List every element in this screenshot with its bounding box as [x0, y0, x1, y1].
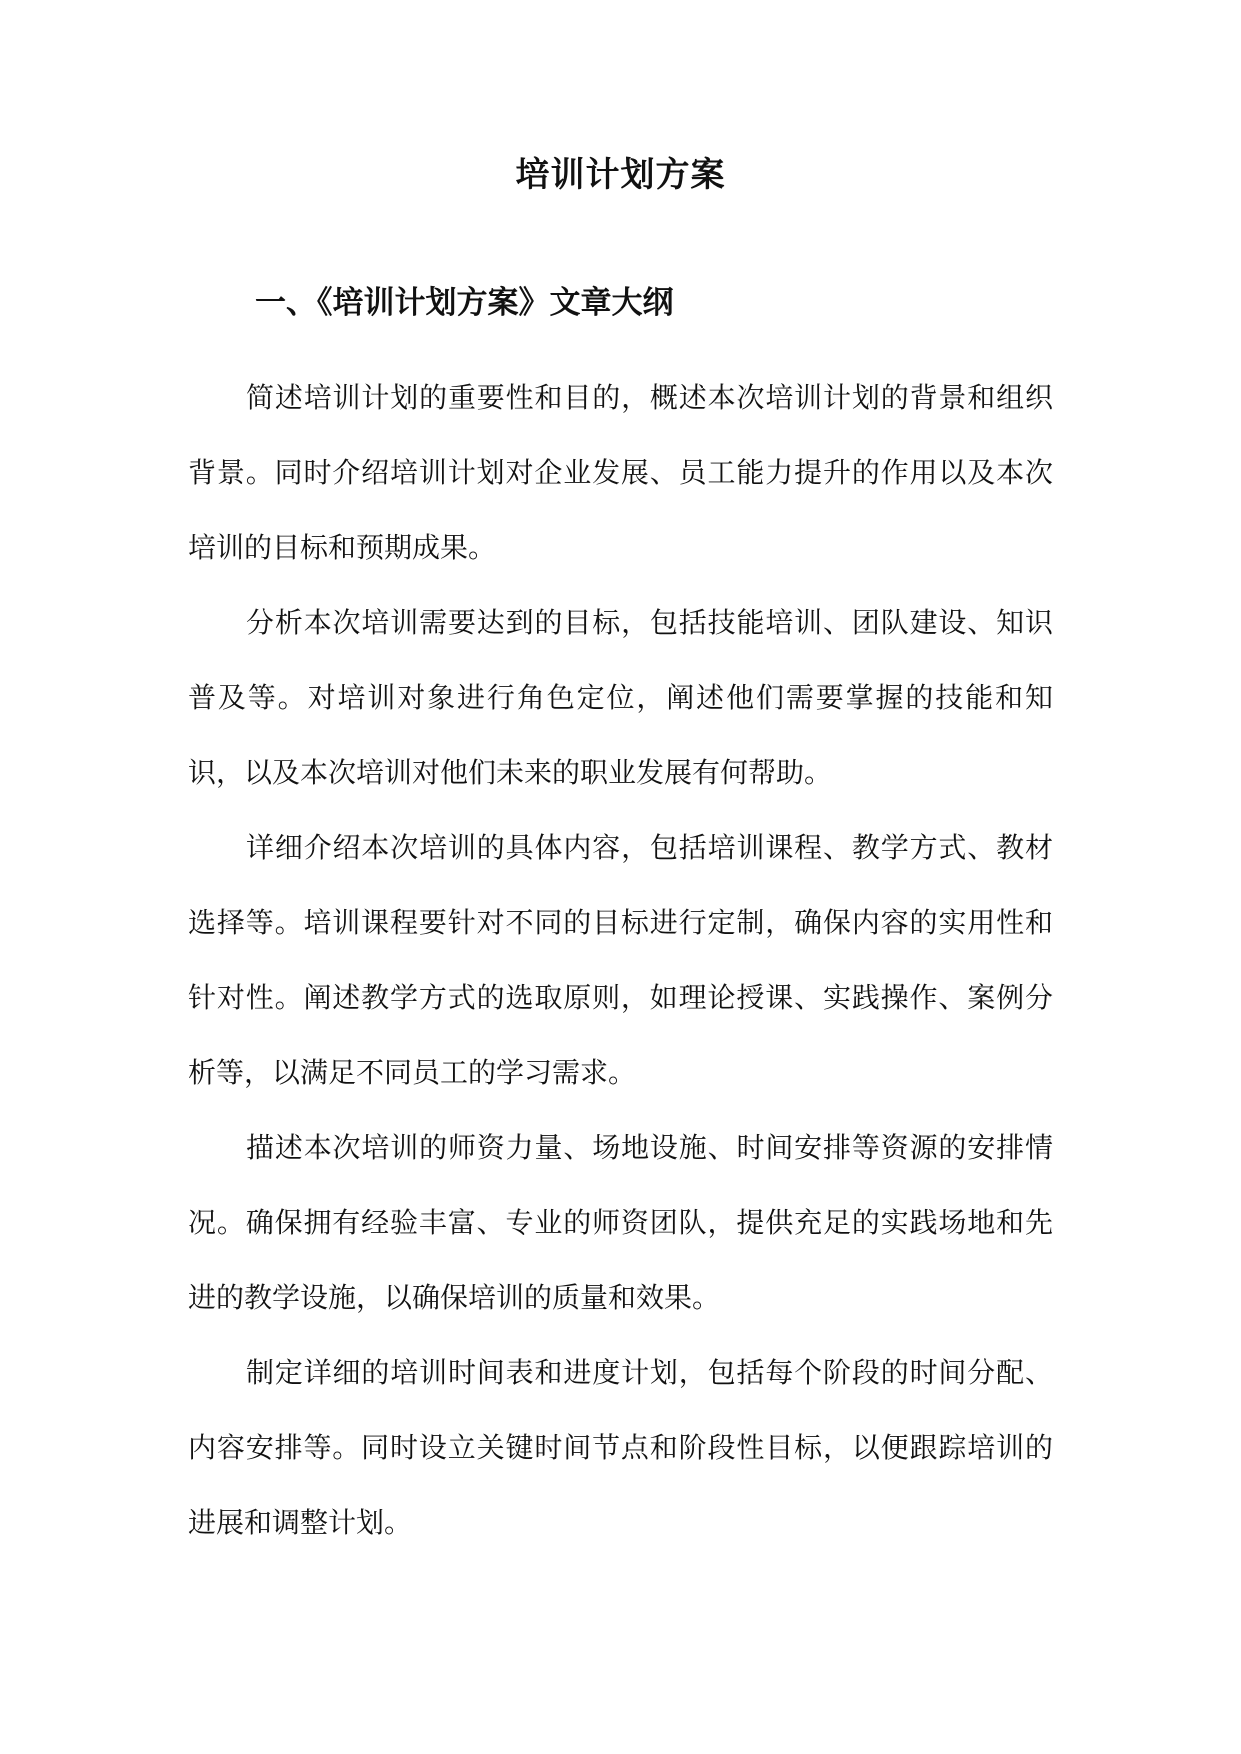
page-title: 培训计划方案: [515, 155, 726, 195]
paragraph-resources: 描述本次培训的师资力量、场地设施、时间安排等资源的安排情况。确保拥有经验丰富、专业的师资团队，提供充足的实践场地和先进的教学设施，以确保培训的质量和效果。: [188, 1131, 1053, 1314]
body-text: [188, 360, 1053, 1560]
paragraph-schedule: 制定详细的培训时间表和进度计划，包括每个阶段的时间分配、内容安排等。同时设立关键时间节点和阶段性目标，以便跟踪培训的进展和调整计划。: [188, 1356, 1053, 1539]
paragraph-background: 简述培训计划的重要性和目的，概述本次培训计划的背景和组织背景。同时介绍培训计划对企业发展、员工能力提升的作用以及本次培训的目标和预期成果。: [188, 381, 1053, 564]
paragraph-content: 详细介绍本次培训的具体内容，包括培训课程、教学方式、教材选择等。培训课程要针对不同的目标进行定制，确保内容的实用性和针对性。阐述教学方式的选取原则，如理论授课、实践操作、案例分析等，以满足不同员工的学习需求。: [188, 831, 1053, 1089]
section-heading: 一、《培训计划方案》文章大纲: [255, 285, 674, 321]
paragraph-objectives: 分析本次培训需要达到的目标，包括技能培训、团队建设、知识普及等。对培训对象进行角色定位，阐述他们需要掌握的技能和知识，以及本次培训对他们未来的职业发展有何帮助。: [188, 606, 1053, 789]
